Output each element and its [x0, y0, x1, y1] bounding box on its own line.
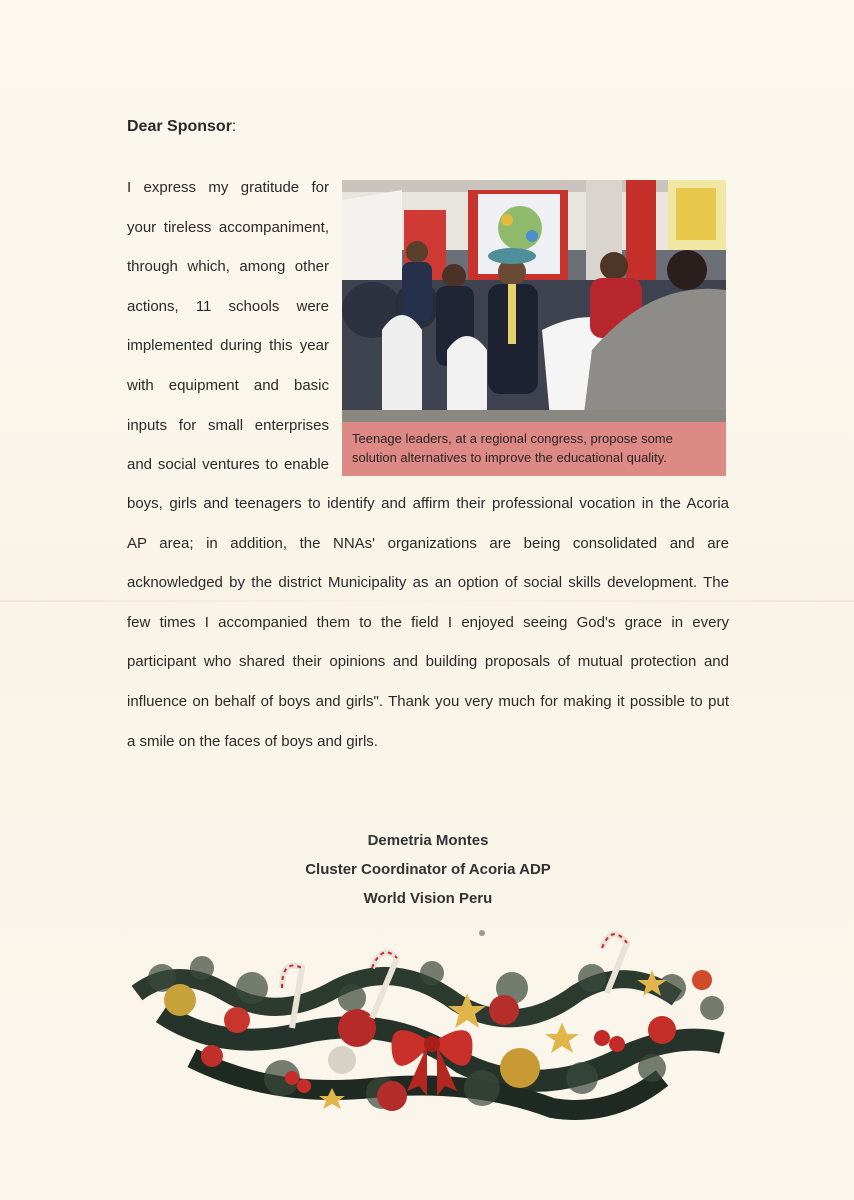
paragraph-line: participant who shared their opinions and building proposals of mutual protection and	[127, 653, 729, 671]
letter-paragraph-full	[127, 484, 729, 761]
paragraph-line: implemented during this year	[127, 337, 329, 355]
paragraph-line: few times I accompanied them to the field I enjoyed seeing God's grace in every	[127, 613, 729, 631]
paragraph-line: I express my gratitude for	[127, 179, 329, 196]
signature-block	[127, 826, 729, 913]
signatory-organization: World Vision Peru	[363, 890, 493, 907]
paragraph-line: actions, 11 schools were	[127, 297, 329, 315]
greeting-colon: :	[231, 118, 237, 135]
signatory-name: Demetria Montes	[367, 832, 489, 849]
paragraph-line: influence on behalf of boys and girls". Thank you very much for making it possible to put	[127, 692, 729, 710]
paragraph-line: boys, girls and teenagers to identify and affirm their professional vocation in the Acoria	[127, 495, 729, 512]
paragraph-line: acknowledged by the district Municipality as an option of social skills development. The	[127, 574, 729, 592]
paragraph-line: through which, among other	[127, 258, 329, 276]
letter-paragraph-wrapped	[127, 168, 329, 485]
letter-greeting	[127, 118, 236, 136]
paragraph-line: your tireless accompaniment,	[127, 218, 329, 236]
greeting-name: Dear Sponsor	[127, 118, 232, 135]
paragraph-line: and social ventures to enable	[127, 456, 329, 474]
paragraph-line: AP area; in addition, the NNAs' organizations are being consolidated and are	[127, 534, 729, 552]
paragraph-line: with equipment and basic	[127, 376, 329, 394]
paragraph-line: inputs for small enterprises	[127, 416, 329, 434]
signatory-role: Cluster Coordinator of Acoria ADP	[305, 861, 551, 878]
paragraph-line: a smile on the faces of boys and girls.	[127, 732, 378, 750]
christmas-garland-icon	[132, 928, 730, 1128]
photo-caption: Teenage leaders, at a regional congress, propose some solution alternatives to improve the educational quality.	[342, 422, 726, 476]
